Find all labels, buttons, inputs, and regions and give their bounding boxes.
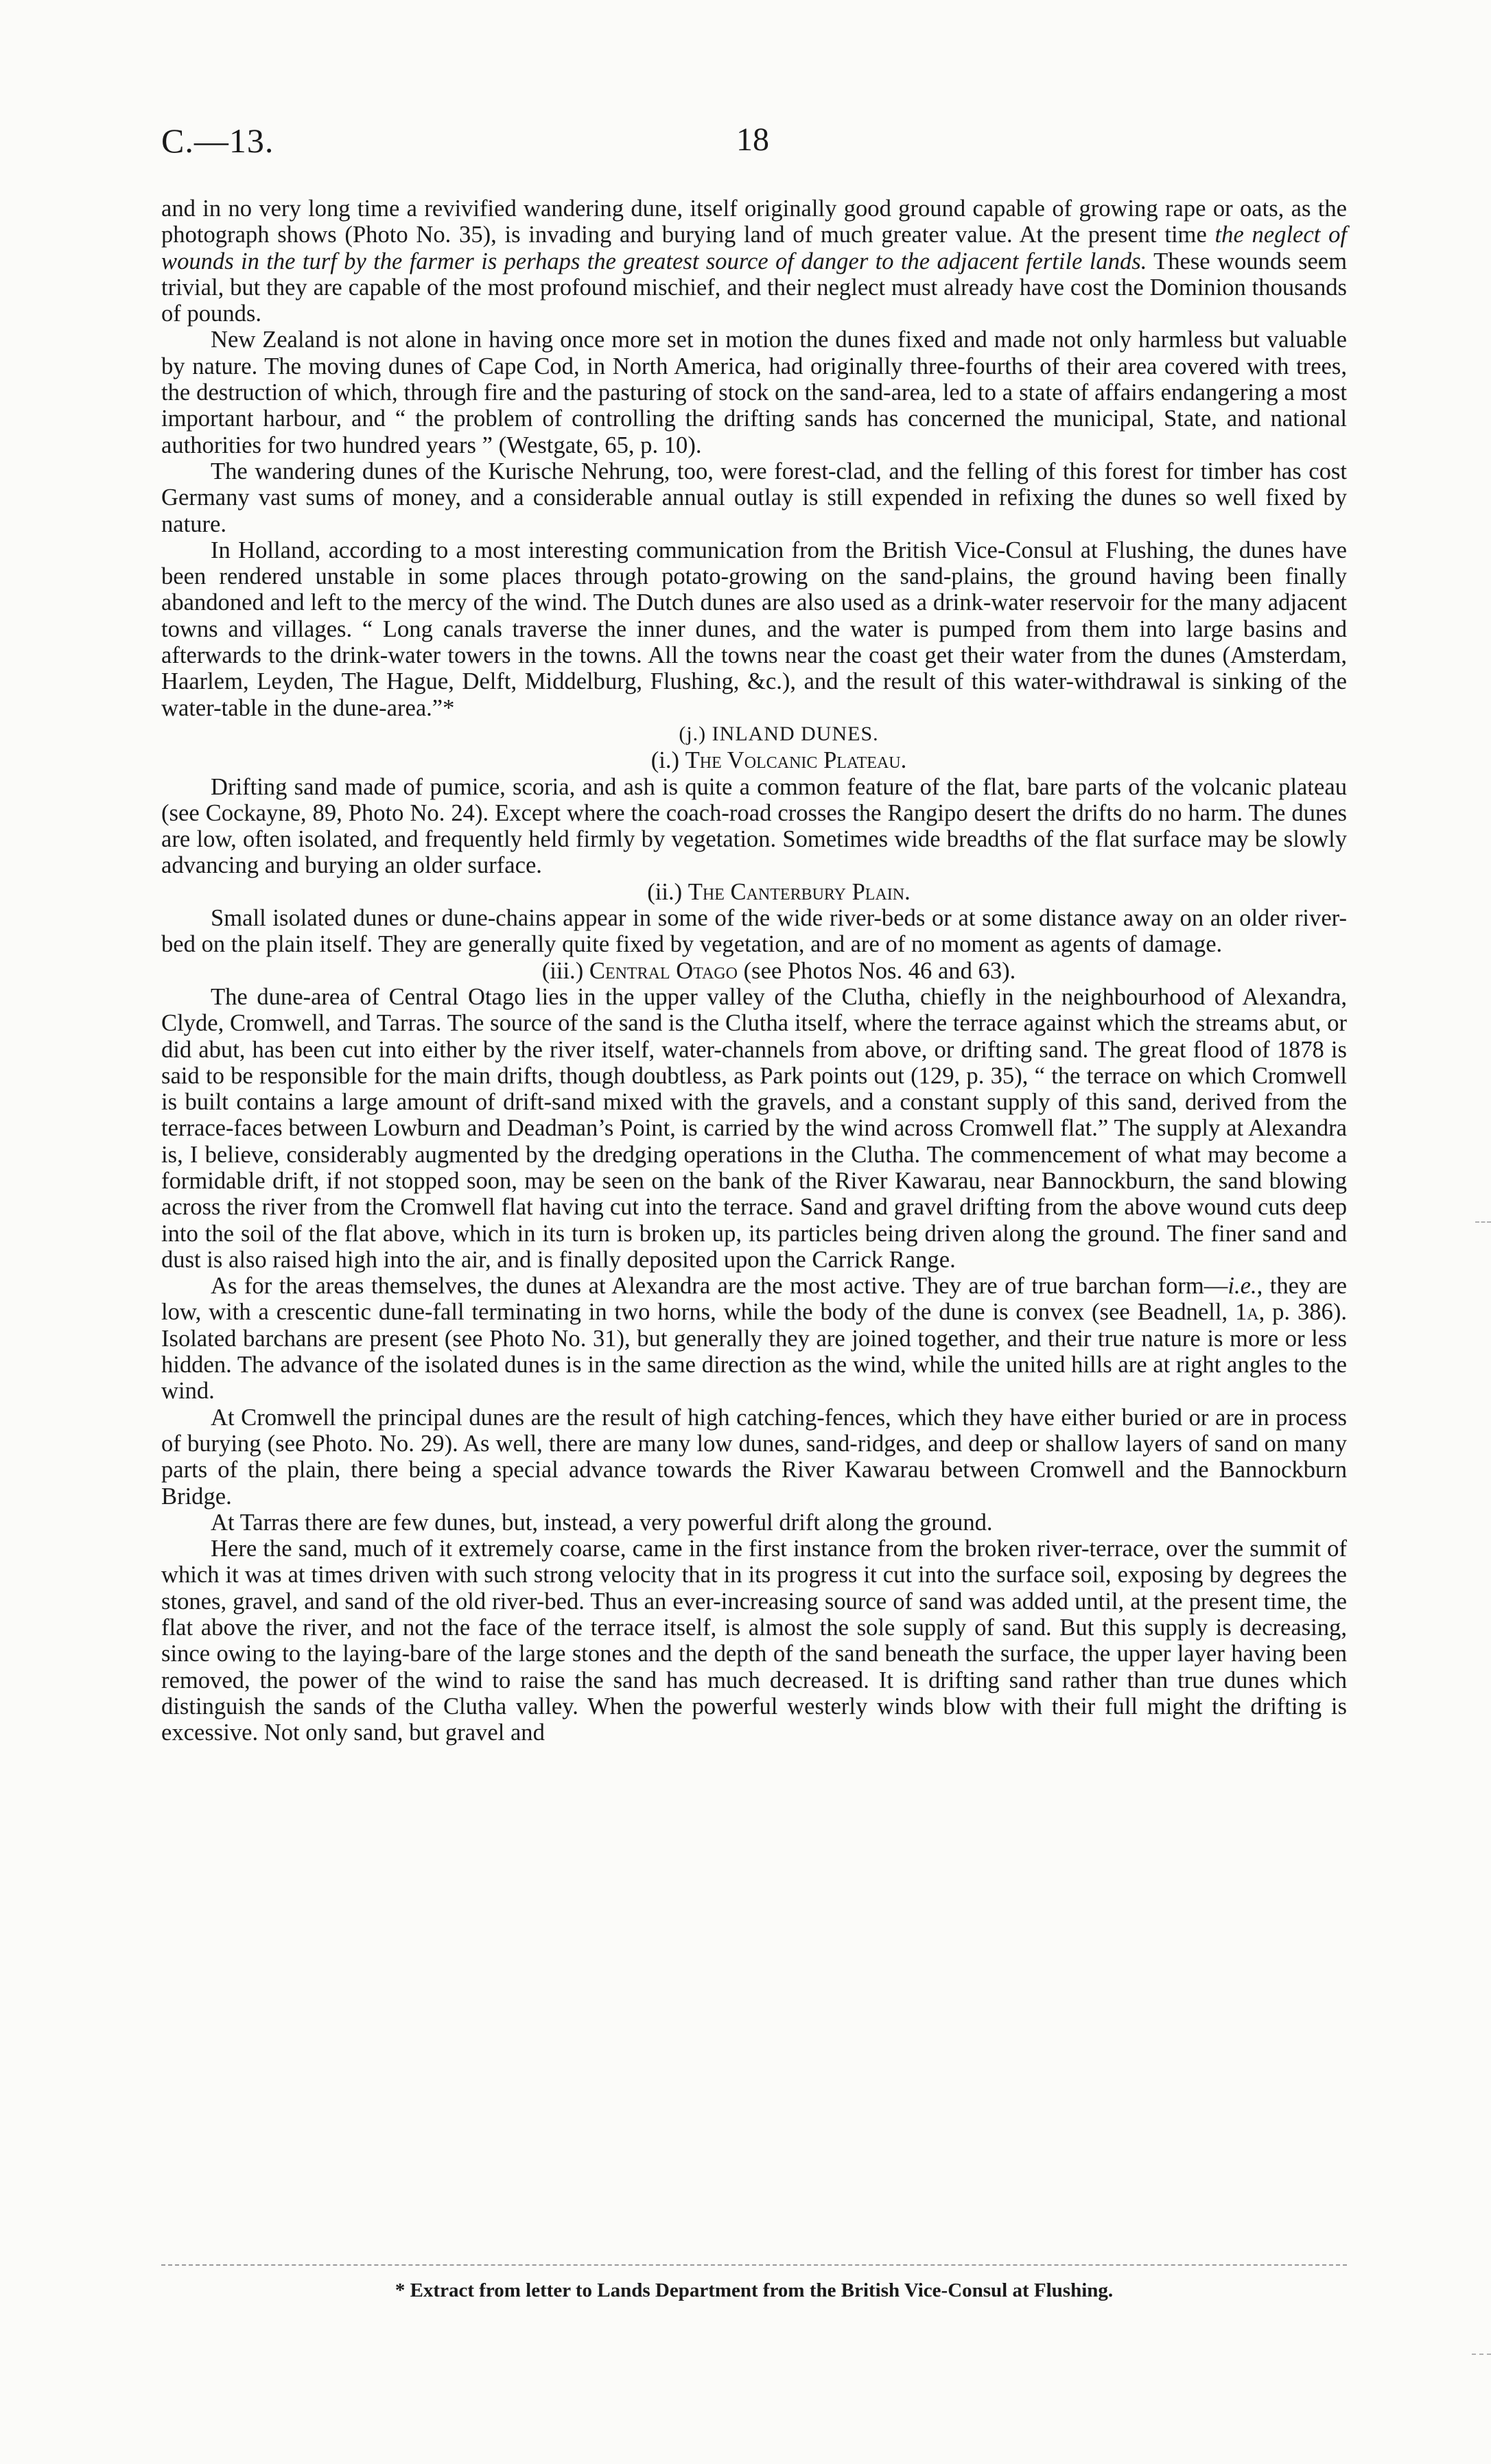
paragraph-1: and in no very long time a revivified wandering dune, itself originally good ground capable of growing rape or oats, as the photograph shows (Photo No. 35), is invading and burying land of much greater value. At the present time the neglect of wounds in the turf by the farmer is perhaps the greatest source of danger to the adjacent fertile lands. These wounds seem trivial, but they are capable of the most profound mischief, and their neglect must already have cost the Dominion thousands of pounds. xyxy=(161,196,1347,327)
paragraph-5: Drifting sand made of pumice, scoria, and ash is quite a common feature of the flat, bare parts of the volcanic plateau (see Cockayne, 89, Photo No. 24). Except where the coach-road crosses the Rangipo desert the drifts do no harm. The dunes are low, often isolated, and frequently held firmly by vegetation. Sometimes wide breadths of the flat surface may be slowly advancing and burying an older surface. xyxy=(161,773,1347,879)
paragraph-9: At Cromwell the principal dunes are the result of high catching-fences, which they have either buried or are in process of burying (see Photo. No. 29). As well, there are many low dunes, sand-ridges, and deep or shallow layers of sand on many parts of the plain, there being a special advance towards the River Kawarau between Cromwell and the Bannockburn Bridge. xyxy=(161,1404,1347,1510)
document-reference: C.—13. xyxy=(161,121,274,160)
paragraph-6: Small isolated dunes or dune-chains appear in some of the wide river-beds or at some distance away on an older river-bed on the plain itself. They are generally quite fixed by vegetation, and are of no moment as agents of damage. xyxy=(161,905,1347,958)
paragraph-11: Here the sand, much of it extremely coarse, came in the first instance from the broken river-terrace, over the summit of which it was at times driven with such strong velocity that in its progress it cut into the surface soil, exposing by degrees the stones, gravel, and sand of the old river-bed. Thus an ever-increasing source of sand was added until, at the present time, the flat above the river, and not the face of the terrace itself, is almost the sole supply of sand. But this supply is decreasing, since owing to the laying-bare of the large stones and the depth of the sand beneath the surface, the upper layer having been removed, the power of the wind to raise the sand has much decreased. It is drifting sand rather than true dunes which distinguish the sands of the Clutha valley. When the powerful westerly winds blow with their full might the drifting is excessive. Not only sand, but gravel and xyxy=(161,1536,1347,1746)
paragraph-4: In Holland, according to a most interesting communication from the British Vice-Consul at Flushing, the dunes have been rendered unstable in some places through potato-growing on the sand-plains, the ground having been finally abandoned and left to the mercy of the wind. The Dutch dunes are also used as a drink-water reservoir for the many adjacent towns and villages. “ Long canals traverse the inner dunes, and the water is pumped from them into large basins and afterwards to the drink-water towers in the towns. All the towns near the coast get their water from the dunes (Amsterdam, Haarlem, Leyden, The Hague, Delft, Middelburg, Flushing, &c.), and the result of this water-withdrawal is sinking of the water-table in the dune-area.”* xyxy=(161,537,1347,721)
subheading-central-otago: (iii.) Central Otago (see Photos Nos. 46 and 63). xyxy=(541,957,1016,984)
page-number: 18 xyxy=(736,121,769,158)
emphasis-text: the neglect of wounds in the turf by the farmer is perhaps the greatest source of danger to the adjacent fertile lands. xyxy=(161,222,1347,274)
section-heading: (j.) INLAND DUNES. xyxy=(679,722,879,745)
page-header xyxy=(161,121,1348,176)
margin-mark xyxy=(1475,1221,1491,1223)
body-text xyxy=(161,196,1347,1746)
footnote-divider xyxy=(161,2264,1347,2266)
margin-mark xyxy=(1472,2354,1491,2355)
paragraph-7: The dune-area of Central Otago lies in the upper valley of the Clutha, chiefly in the neighbourhood of Alexandra, Clyde, Cromwell, and Tarras. The source of the sand is the Clutha itself, where the terrace against which the streams abut, or did abut, has been cut into either by the river itself, water-channels from above, or drifting sand. The great flood of 1878 is said to be responsible for the main drifts, though doubtless, as Park points out (129, p. 35), “ the terrace on which Cromwell is built contains a large amount of drift-sand mixed with the gravels, and a constant supply of this sand, derived from the terrace-faces between Lowburn and Deadman’s Point, is carried by the wind across Cromwell flat.” The supply at Alexandra is, I believe, considerably augmented by the dredging operations in the Clutha. The commencement of what may become a formidable drift, if not stopped soon, may be seen on the bank of the River Kawarau, near Bannockburn, the sand blowing across the river from the Cromwell flat having cut into the terrace. Sand and gravel drifting from the above wound cuts deep into the soil of the flat above, which in its turn is broken up, its particles being driven along the ground. The finer sand and dust is also raised high into the air, and is finally deposited upon the Carrick Range. xyxy=(161,983,1347,1273)
paragraph-2: New Zealand is not alone in having once more set in motion the dunes fixed and made not only harmless but valuable by nature. The moving dunes of Cape Cod, in North America, had originally three-fourths of their area covered with trees, the destruction of which, through fire and the pasturing of stock on the sand-area, led to a state of affairs endangering a most important harbour, and “ the problem of controlling the drifting sands has concerned the municipal, State, and national authorities for two hundred years ” (Westgate, 65, p. 10). xyxy=(161,327,1347,458)
paragraph-3: The wandering dunes of the Kurische Nehrung, too, were forest-clad, and the felling of this forest for timber has cost Germany vast sums of money, and a considerable annual outlay is still expended in refixing the dunes so well fixed by nature. xyxy=(161,458,1347,537)
footnote: * Extract from letter to Lands Department from the British Vice-Consul at Flushing. xyxy=(395,2279,1114,2301)
paragraph-8: As for the areas themselves, the dunes at Alexandra are the most active. They are of true barchan form—i.e., they are low, with a crescentic dune-fall terminating in two horns, while the body of the dune is convex (see Beadnell, 1a, p. 386). Isolated barchans are present (see Photo No. 31), but generally they are joined together, and their true nature is more or less hidden. The advance of the isolated dunes is in the same direction as the wind, while the united hills are at right angles to the wind. xyxy=(161,1273,1347,1405)
paragraph-10: At Tarras there are few dunes, but, instead, a very powerful drift along the ground. xyxy=(211,1509,993,1536)
subheading-canterbury-plain: (ii.) The Canterbury Plain. xyxy=(647,878,911,905)
subheading-volcanic-plateau: (i.) The Volcanic Plateau. xyxy=(650,747,907,774)
